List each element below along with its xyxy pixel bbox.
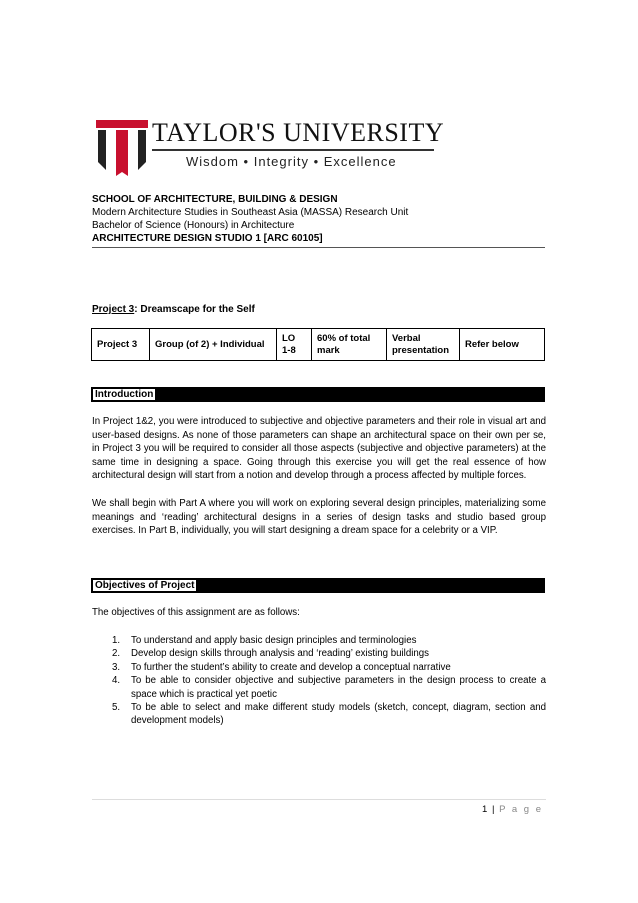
research-unit: Modern Architecture Studies in Southeast Asia (MASSA) Research Unit: [92, 207, 409, 218]
course-title: ARCHITECTURE DESIGN STUDIO 1 [ARC 60105]: [92, 233, 323, 244]
table-cell-project: Project 3: [92, 329, 150, 361]
list-item: [112, 661, 546, 674]
objectives-list: [112, 634, 546, 728]
logo-tagline: Wisdom • Integrity • Excellence: [186, 154, 397, 169]
list-item-text: To be able to consider objective and subjective parameters in the design process to create a space which is practical yet poetic: [131, 675, 546, 700]
list-item-number: 3.: [112, 661, 121, 673]
table-cell-weight: 60% of total mark: [312, 329, 387, 361]
project-info-table: [91, 328, 545, 361]
list-item: [112, 634, 546, 647]
list-item-text: To further the student’s ability to create and develop a conceptual narrative: [131, 661, 451, 673]
logo-divider: [152, 149, 434, 151]
table-cell-group: Group (of 2) + Individual: [150, 329, 277, 361]
programme-name: Bachelor of Science (Honours) in Architecture: [92, 220, 295, 231]
logo-wordmark: TAYLOR'S UNIVERSITY: [152, 118, 445, 147]
table-cell-assessment: Verbal presentation: [387, 329, 460, 361]
objectives-heading: Objectives of Project: [95, 580, 195, 591]
project-title: [92, 304, 255, 315]
list-item-number: 1.: [112, 635, 121, 646]
list-item-text: To understand and apply basic design principles and terminologies: [131, 635, 417, 646]
footer-divider: [92, 799, 546, 800]
introduction-paragraph: In Project 1&2, you were introduced to subjective and objective parameters and their role in visual art and user-based designs. As none of those parameters can shape an architectural space on their own per se, in Project 3 you will be required to consider all those aspects (subjective and objective parameters) at the same time in designing a space. Going through this exercise you will get the real essence of how architectural design will start from a notion and develop through a process affected by multiple forces.: [92, 416, 546, 482]
footer-separator: |: [491, 804, 495, 815]
list-item: [112, 674, 546, 701]
header-divider: [92, 247, 545, 248]
university-logo: [94, 116, 445, 178]
table-cell-lo: LO 1-8: [277, 329, 312, 361]
list-item-text: Develop design skills through analysis and ‘reading’ existing buildings: [131, 648, 429, 660]
list-item-number: 5.: [112, 702, 121, 714]
table-row: [92, 329, 545, 361]
introduction-heading-bar: [91, 387, 545, 402]
table-cell-refer: Refer below: [460, 329, 545, 361]
project-name: : Dreamscape for the Self: [134, 304, 255, 315]
list-item-number: 4.: [112, 675, 121, 687]
school-name: SCHOOL OF ARCHITECTURE, BUILDING & DESIGN: [92, 194, 338, 205]
page-label: P a g e: [499, 804, 543, 815]
list-item: [112, 647, 546, 660]
page-footer: [482, 804, 543, 815]
list-item: [112, 701, 546, 728]
document-header: [92, 193, 408, 232]
objectives-heading-bar: [91, 578, 545, 593]
introduction-paragraph: We shall begin with Part A where you will work on exploring several design principles, materializing some meanings and ‘reading’ architectural designs in a series of design tasks and studio based group exercises. In Part B, individually, you will start designing a dream space for a celebrity or a VIP.: [92, 498, 546, 537]
objectives-intro: The objectives of this assignment are as follows:: [92, 607, 300, 618]
list-item-text: To be able to select and make different study models (sketch, concept, diagram, section and development models): [131, 702, 546, 727]
page-number: 1: [482, 804, 488, 815]
introduction-heading: Introduction: [95, 389, 154, 400]
list-item-number: 2.: [112, 648, 121, 660]
taylors-crest-icon: [94, 116, 150, 178]
project-number: Project 3: [92, 304, 135, 315]
